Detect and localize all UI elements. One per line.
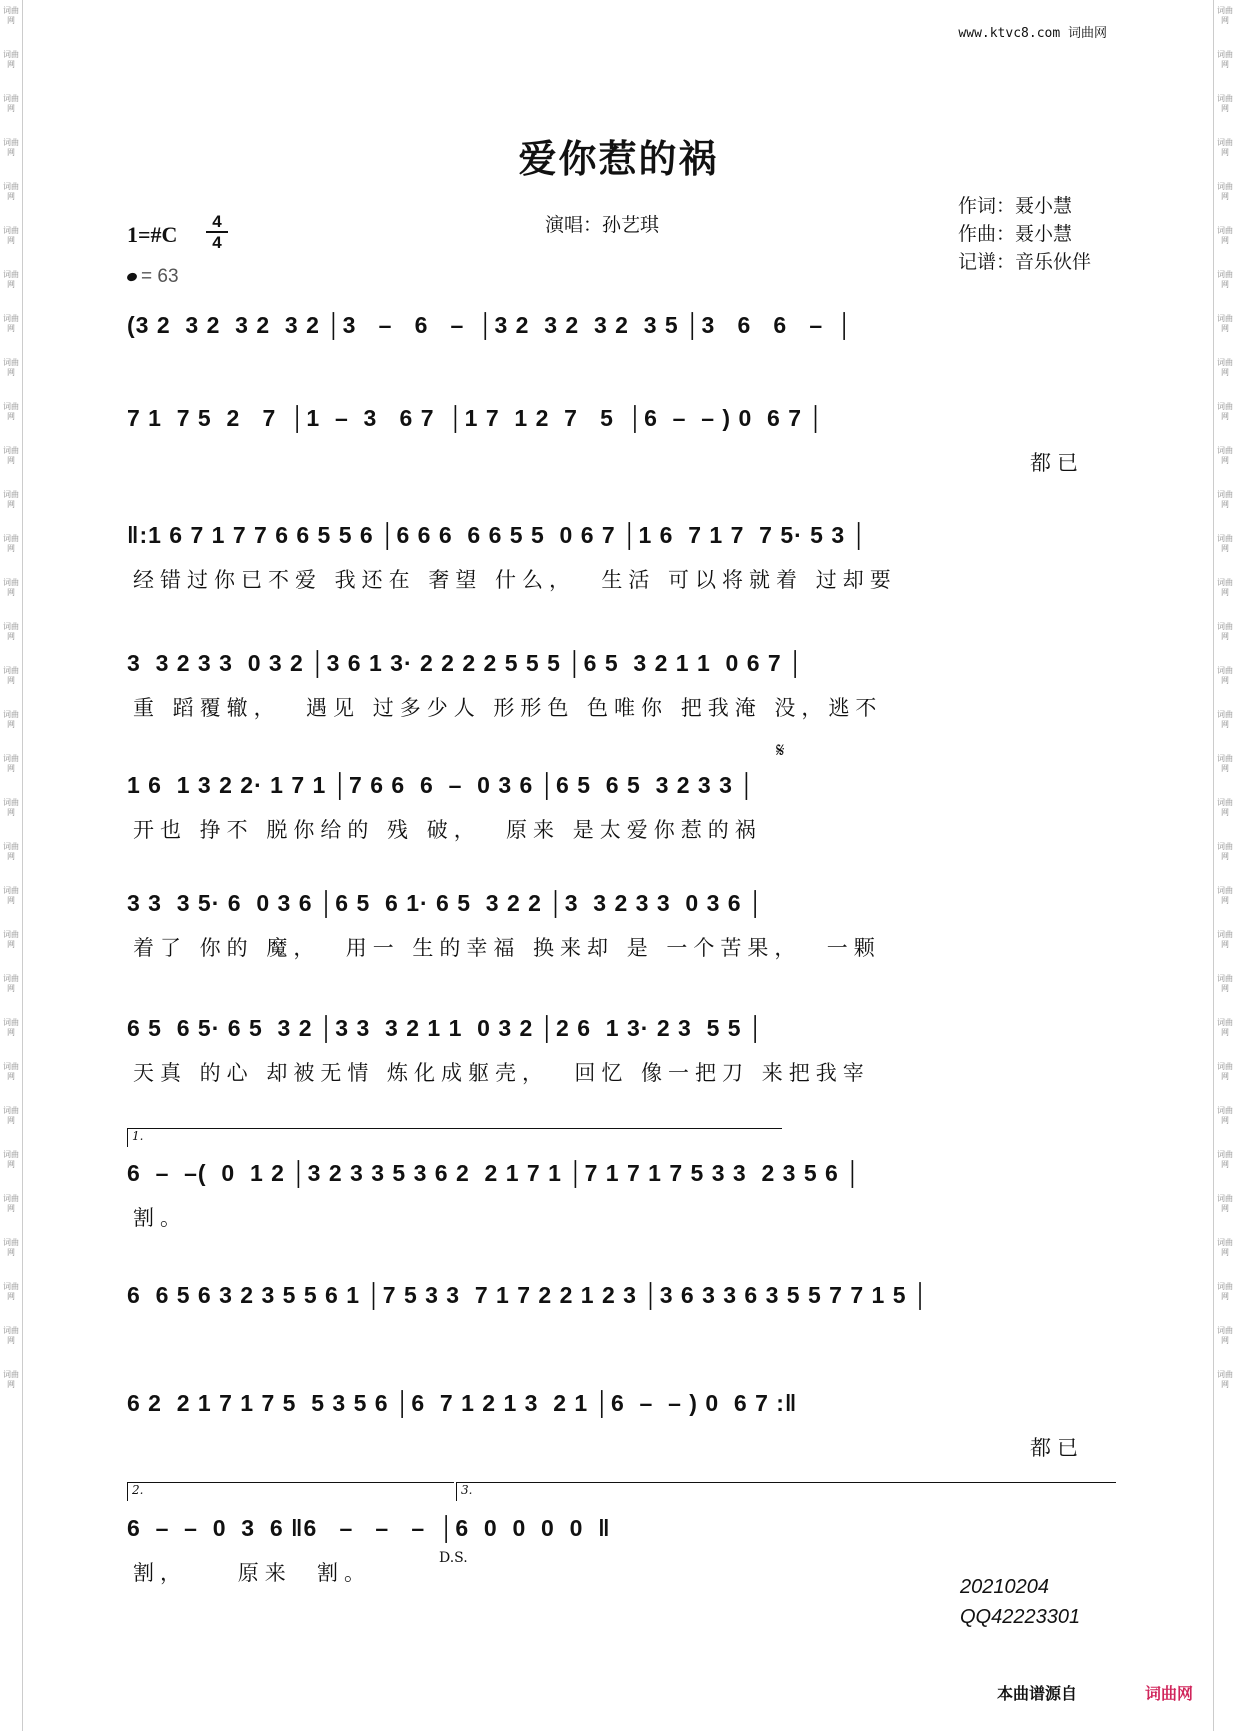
watermark-text: 词曲网 [3,666,19,685]
notation-row: 6 5 6 5· 6 5 3 2 │3 3 3 2 1 1 0 3 2 │2 6 1 3· 2 3 5 5 │ [127,1015,765,1041]
watermark-text: 词曲网 [1217,1062,1233,1081]
watermark-text: 词曲网 [1217,886,1233,905]
footer-source-label: 本曲谱源自 [997,1686,1078,1703]
watermark-text: 词曲网 [1217,842,1233,861]
watermark-text: 词曲网 [3,1326,19,1345]
watermark-text: 词曲网 [1217,622,1233,641]
notation-row: 6 – – 0 3 6 ‖6 – – – │6 0 0 0 0 ‖ [127,1515,611,1541]
watermark-text: 词曲网 [1217,534,1233,553]
watermark-text: 词曲网 [3,1018,19,1037]
da-segno-mark: D.S. [439,1550,468,1566]
watermark-text: 词曲网 [1217,1106,1233,1125]
watermark-text: 词曲网 [1217,1018,1233,1037]
notation-row: ‖:1 6 7 1 7 7 6 6 5 5 6 │6 6 6 6 6 5 5 0 6 7 │1 6 7 1 7 7 5· 5 3 │ [127,522,868,548]
notation-row: 3 3 2 3 3 0 3 2 │3 6 1 3· 2 2 2 2 5 5 5 │6 5 3 2 1 1 0 6 7 │ [127,650,805,676]
watermark-text: 词曲网 [1217,930,1233,949]
lyric-line: 割。 [133,1206,187,1230]
lyric-line: 割， 原来 割。 [133,1561,372,1585]
tempo-value: = 63 [141,266,179,287]
watermark-text: 词曲网 [3,138,19,157]
watermark-text: 词曲网 [3,1282,19,1301]
lyricist-credit: 作词：聂小慧 [958,195,1073,217]
key-signature: 1=#C [127,222,178,247]
watermark-text: 词曲网 [3,1370,19,1389]
lyric-line: 重 蹈覆辙， 遇见 过多少人 形形色 色唯你 把我淹 没，逃不 [133,696,883,720]
watermark-text: 词曲网 [3,446,19,465]
watermark-text: 词曲网 [3,270,19,289]
watermark-text: 词曲网 [3,578,19,597]
lyric-line: 经错过你已不爱 我还在 奢望 什么， 生活 可以将就着 过却要 [133,568,897,592]
watermark-text: 词曲网 [3,50,19,69]
transcriber-qq: QQ42223301 [960,1606,1081,1628]
watermark-text: 词曲网 [3,930,19,949]
lyric-line: 天真 的心 却被无情 炼化成躯壳， 回忆 像一把刀 来把我宰 [133,1061,870,1085]
watermark-text: 词曲网 [3,358,19,377]
credits-block [958,192,1091,276]
watermark-text: 词曲网 [3,94,19,113]
watermark-text: 词曲网 [3,402,19,421]
watermark-text: 词曲网 [1217,182,1233,201]
watermark-text: 词曲网 [1217,578,1233,597]
notation-row: 3 3 3 5· 6 0 3 6 │6 5 6 1· 6 5 3 2 2 │3 3 2 3 3 0 3 6 │ [127,890,765,916]
watermark-text: 词曲网 [1217,402,1233,421]
watermark-text: 词曲网 [3,1150,19,1169]
watermark-text: 词曲网 [3,1194,19,1213]
watermark-text: 词曲网 [3,886,19,905]
watermark-text: 词曲网 [1217,446,1233,465]
watermark-text: 词曲网 [3,798,19,817]
watermark-text: 词曲网 [3,182,19,201]
watermark-text: 词曲网 [1217,1238,1233,1257]
watermark-text: 词曲网 [1217,666,1233,685]
watermark-text: 词曲网 [1217,798,1233,817]
notation-row: 7 1 7 5 2 7 │1 – 3 6 7 │1 7 1 2 7 5 │6 – – ) 0 6 7 │ [127,405,825,431]
watermark-text: 词曲网 [1217,754,1233,773]
volta-1: 1. [127,1128,782,1147]
watermark-text: 词曲网 [3,754,19,773]
composer-credit: 作曲：聂小慧 [958,223,1073,245]
meter-top: 4 [212,212,222,231]
volta-2: 2. [127,1482,454,1501]
lyric-line: 都已 [1030,451,1084,475]
notation-row: 1 6 1 3 2 2· 1 7 1 │7 6 6 6 – 0 3 6 │6 5 6 5 3 2 3 3 │ [127,772,756,798]
notation-row: 6 – –( 0 1 2 │3 2 3 3 5 3 6 2 2 1 7 1 │7 1 7 1 7 5 3 3 2 3 5 6 │ [127,1160,862,1186]
tempo-marking [127,266,179,288]
time-signature [206,212,228,252]
transcriber-credit: 记谱：音乐伙伴 [958,251,1092,273]
watermark-text: 词曲网 [1217,974,1233,993]
volta-3: 3. [456,1482,1116,1501]
watermark-text: 词曲网 [1217,1150,1233,1169]
lyric-line: 着了 你的 魔， 用一 生的幸福 换来却 是 一个苦果， 一颗 [133,936,881,960]
lyric-line: 都已 [1030,1436,1084,1460]
watermark-text: 词曲网 [1217,138,1233,157]
watermark-text: 词曲网 [1217,1370,1233,1389]
notation-row: 6 2 2 1 7 1 7 5 5 3 5 6 │6 7 1 2 1 3 2 1 │6 – – ) 0 6 7 :‖ [127,1390,798,1416]
watermark-text: 词曲网 [1217,358,1233,377]
watermark-text: 词曲网 [3,6,19,25]
watermark-text: 词曲网 [3,710,19,729]
left-watermark-strip [0,0,23,1731]
watermark-text: 词曲网 [3,534,19,553]
notation-row: (3 2 3 2 3 2 3 2 │3 – 6 – │3 2 3 2 3 2 3 5 │3 6 6 – │ [127,312,854,338]
transcription-date: 20210204 [960,1576,1049,1598]
notation-row: 6 6 5 6 3 2 3 5 5 6 1 │7 5 3 3 7 1 7 2 2 1 2 3 │3 6 3 3 6 3 5 5 7 7 1 5 │ [127,1282,930,1308]
watermark-text: 词曲网 [3,490,19,509]
watermark-text: 词曲网 [1217,490,1233,509]
meter-bottom: 4 [206,231,228,252]
watermark-text: 词曲网 [1217,1282,1233,1301]
watermark-text: 词曲网 [3,842,19,861]
watermark-text: 词曲网 [1217,710,1233,729]
watermark-text: 词曲网 [3,622,19,641]
watermark-text: 词曲网 [1217,270,1233,289]
watermark-text: 词曲网 [3,1106,19,1125]
watermark-text: 词曲网 [1217,1194,1233,1213]
quarter-note-icon [126,272,138,283]
watermark-text: 词曲网 [3,226,19,245]
watermark-text: 词曲网 [3,1062,19,1081]
watermark-text: 词曲网 [1217,6,1233,25]
watermark-text: 词曲网 [1217,226,1233,245]
right-watermark-strip [1213,0,1236,1731]
watermark-text: 词曲网 [1217,94,1233,113]
singer-credit: 演唱：孙艺琪 [545,214,660,236]
segno-sign: 𝄋 [776,738,785,762]
watermark-text: 词曲网 [1217,1326,1233,1345]
site-url[interactable]: www.ktvc8.com 词曲网 [958,26,1107,41]
watermark-text: 词曲网 [3,1238,19,1257]
lyric-line: 开也 挣不 脱你给的 残 破， 原来 是太爱你惹的祸 [133,818,762,842]
watermark-text: 词曲网 [1217,50,1233,69]
watermark-text: 词曲网 [1217,314,1233,333]
transcription-date-block [960,1572,1080,1632]
footer-brand-link[interactable]: 词曲网 [1145,1686,1194,1703]
song-title: 爱你惹的祸 [518,136,719,181]
watermark-text: 词曲网 [3,314,19,333]
watermark-text: 词曲网 [3,974,19,993]
